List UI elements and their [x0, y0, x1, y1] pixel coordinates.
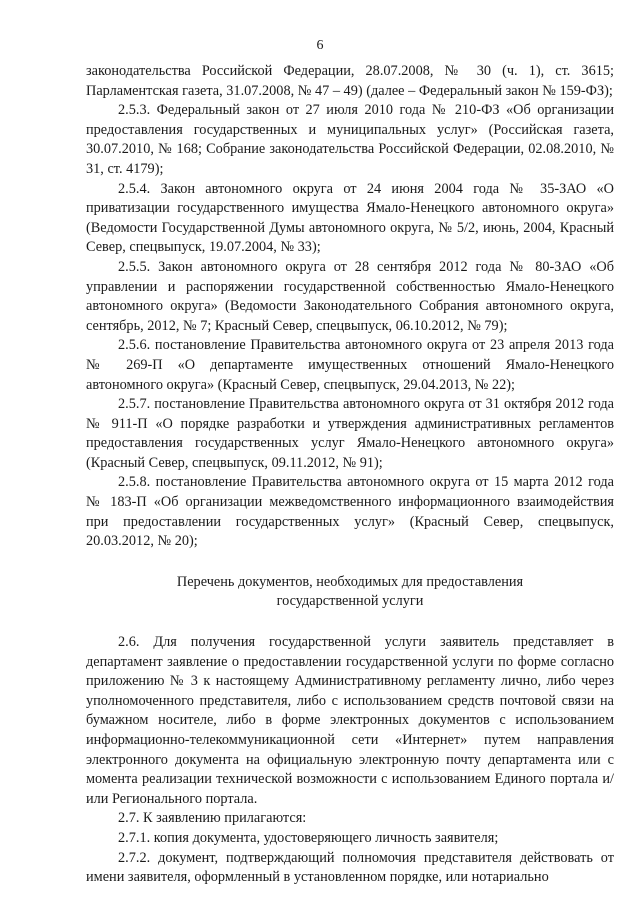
paragraph-2-7-1: 2.7.1. копия документа, удостоверяющего личность заявителя; [118, 829, 499, 846]
section-heading [86, 573, 614, 612]
paragraph-continuation: законодательства Российской Федерации, 28.07.2008, № 30 (ч. 1), ст. 3615; Парламентская газета, 31.07.2008, № 47 – 49) (далее – Федеральный закон № 159-ФЗ); [86, 63, 614, 99]
paragraph-2-5-8: 2.5.8. постановление Правительства автономного округа от 15 марта 2012 года № 183-П «Об организации межведомственного информационного взаимодействия при предоставлении государственных услуг» (Красный Север, спецвыпуск, 20.03.2012, № 20); [86, 474, 614, 550]
paragraph-2-5-4: 2.5.4. Закон автономного округа от 24 июня 2004 года № 35-ЗАО «О приватизации государственного имущества Ямало-Ненецкого автономного округа» (Ведомости Государственной Думы автономного округа, № 5/2, июнь, 2004, Красный Север, спецвыпуск, 19.07.2004, № 33); [86, 180, 614, 256]
page-number: 6 [316, 38, 324, 53]
paragraph-2-5-5: 2.5.5. Закон автономного округа от 28 сентября 2012 года № 80-ЗАО «Об управлении и распоряжении государственной собственностью Ямало-Ненецкого автономного округа» (Ведомости Законодательного Собрания автономного округа, сентябрь, 2012, № 7; Красный Север, спецвыпуск, 06.10.2012, № 79); [86, 258, 614, 334]
paragraph-2-5-3: 2.5.3. Федеральный закон от 27 июля 2010 года № 210-ФЗ «Об организации предоставления государственных и муниципальных услуг» (Российская газета, 30.07.2010, № 168; Собрание законодательства Российской Федерации, 02.08.2010, № 31, ст. 4179); [86, 102, 614, 177]
paragraph-2-5-7: 2.5.7. постановление Правительства автономного округа от 31 октября 2012 года № 911-П «О порядке разработки и утверждения административных регламентов предоставления государственных услуг Ямало-Ненецкого автономного округа» (Красный Север, спецвыпуск, 09.11.2012, № 91); [86, 396, 614, 471]
paragraph-2-7-2: 2.7.2. документ, подтверждающий полномочия представителя действовать от имени заявителя, оформленный в установленном порядке, или нотариально [86, 849, 614, 886]
paragraph-2-5-6: 2.5.6. постановление Правительства автономного округа от 23 апреля 2013 года № 269-П «О департаменте имущественных отношений Ямало-Ненецкого автономного округа» (Красный Север, спецвыпуск, 29.04.2013, № 22); [86, 337, 614, 393]
paragraph-2-6: 2.6. Для получения государственной услуги заявитель представляет в департамент заявление о предоставлении государственной услуги по форме согласно приложению № 3 к настоящему Административному регламенту лично, либо через уполномоченного представителя, либо с использованием средств почтовой связи на бумажном носителе, либо в форме электронных документов с использованием информационно-телекоммуникационной сети «Интернет» путем направления электронного документа на официальную электронную почту департамента или с момента реализации технической возможности с использованием Единого портала и/или Регионального портала. [86, 634, 614, 807]
document-body [86, 62, 614, 888]
legal-basis-list [86, 62, 614, 552]
section-heading-line-1: Перечень документов, необходимых для предоставления [176, 573, 524, 590]
documents-list [86, 633, 614, 888]
paragraph-2-7: 2.7. К заявлению прилагаются: [118, 810, 307, 827]
section-heading-line-2: государственной услуги [276, 593, 424, 610]
